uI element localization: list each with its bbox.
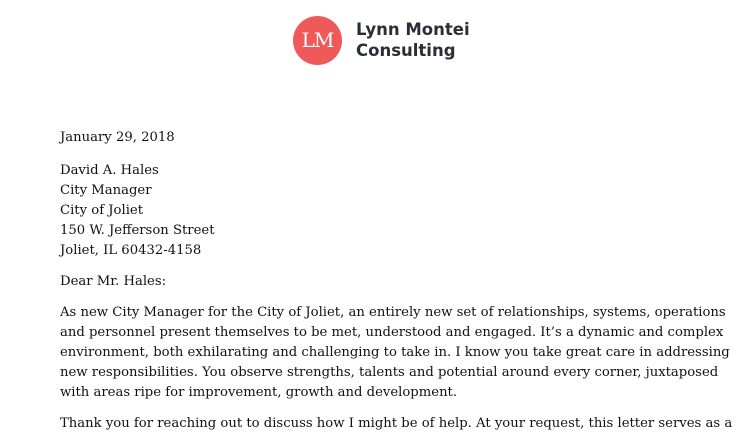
paragraph-line: Thank you for reaching out to discuss how I might be of help. At your request, this letter serves as a — [60, 416, 733, 431]
recipient-title: City Manager — [60, 183, 152, 198]
company-name-line1: Lynn Montei — [356, 20, 470, 39]
paragraph-line: As new City Manager for the City of Joliet, an entirely new set of relationships, systems, operations — [60, 305, 726, 320]
letter-date: January 29, 2018 — [60, 130, 175, 145]
recipient-organization: City of Joliet — [60, 203, 144, 218]
company-name — [356, 19, 470, 61]
letter-body — [60, 128, 733, 445]
paragraph-line: with areas ripe for improvement, growth and development. — [60, 385, 458, 400]
recipient-street: 150 W. Jefferson Street — [60, 223, 215, 238]
paragraph-2 — [60, 414, 733, 434]
logo-icon: LM — [293, 16, 342, 65]
company-name-line2: Consulting — [356, 41, 456, 60]
paragraph-line: and personnel present themselves to be met, understood and engaged. It’s a dynamic and complex — [60, 325, 724, 340]
paragraph-line: environment, both exhilarating and challenging to take in. I know you take great care in addressing — [60, 345, 730, 360]
paragraph-line: new responsibilities. You observe strengths, talents and potential around every corner, juxtaposed — [60, 365, 719, 380]
letterhead — [293, 15, 470, 65]
paragraph-1 — [60, 303, 730, 403]
salutation: Dear Mr. Hales: — [60, 274, 167, 289]
recipient-name: David A. Hales — [60, 163, 159, 178]
recipient-address — [60, 161, 685, 261]
recipient-city: Joliet, IL 60432-4158 — [60, 243, 202, 258]
